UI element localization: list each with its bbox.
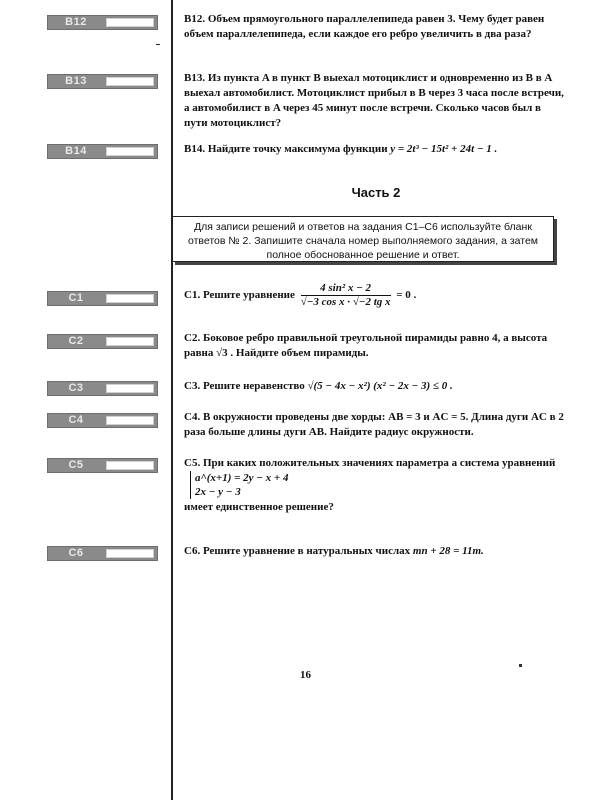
tag-label: В14	[65, 145, 87, 157]
margin-mark	[156, 44, 160, 45]
task-tail: = 0 .	[396, 289, 417, 302]
tag-label: С4	[68, 414, 84, 426]
task-number: С2.	[184, 332, 201, 344]
tag-label: С5	[68, 459, 84, 471]
fraction-numerator: 4 sin² x − 2	[301, 282, 391, 296]
task-c5	[184, 456, 564, 515]
tag-label: С1	[68, 292, 84, 304]
answer-box[interactable]	[106, 549, 154, 558]
task-formula: y = 2t³ − 15t² + 24t − 1 .	[390, 143, 498, 155]
answer-tag-b14	[47, 144, 158, 159]
task-b13	[184, 71, 564, 131]
section-title: Часть 2	[351, 185, 401, 200]
answer-box[interactable]	[106, 294, 154, 303]
answer-tag-c6	[47, 546, 158, 561]
answer-tag-c5	[47, 458, 158, 473]
task-number: В13.	[184, 72, 206, 84]
answer-tag-c3	[47, 381, 158, 396]
task-text: Боковое ребро правильной треугольной пирамиды равно 4, а высота равна √3 . Найдите объем пирамиды.	[184, 332, 548, 359]
tag-label: В13	[65, 75, 87, 87]
answer-box[interactable]	[106, 337, 154, 346]
tag-label: С2	[68, 335, 84, 347]
task-tail: имеет единственное решение?	[184, 501, 334, 513]
task-c6	[184, 544, 564, 559]
tag-label: С3	[68, 382, 84, 394]
answer-box[interactable]	[106, 18, 154, 27]
margin-rule	[171, 0, 173, 800]
task-b12	[184, 12, 564, 42]
answer-box[interactable]	[106, 416, 154, 425]
answer-box[interactable]	[106, 461, 154, 470]
task-text: В окружности проведены две хорды: AB = 3 и AC = 5. Длина дуги AC в 2 раза больше длины дуги AB. Найдите радиус окружности.	[184, 411, 564, 438]
answer-tag-c1	[47, 291, 158, 306]
answer-box[interactable]	[106, 77, 154, 86]
task-number: В14.	[184, 143, 206, 155]
task-formula: mn + 28 = 11m.	[412, 545, 484, 557]
task-c4	[184, 410, 564, 440]
answer-tag-b12	[47, 15, 158, 30]
equation-system	[190, 471, 288, 499]
task-text: Решите уравнение	[202, 289, 295, 302]
task-number: С3.	[184, 380, 201, 392]
task-number: С6.	[184, 545, 201, 557]
answer-tag-b13	[47, 74, 158, 89]
answer-tag-c4	[47, 413, 158, 428]
instruction-box: Для записи решений и ответов на задания С1–С6 используйте бланк ответов № 2. Запишите сначала номер выполняемого задания, а затем полное обоснованное решение и ответ.	[172, 216, 554, 262]
task-c1	[184, 282, 564, 309]
answer-box[interactable]	[106, 384, 154, 393]
task-number: С1.	[184, 289, 201, 302]
system-eq-1: a^(x+1) = 2y − x + 4	[195, 472, 289, 484]
task-c2	[184, 331, 564, 361]
tag-label: В12	[65, 16, 87, 28]
task-b14	[184, 142, 564, 157]
task-c3	[184, 379, 564, 394]
tag-label: С6	[68, 547, 84, 559]
task-text: Объем прямоугольного параллелепипеда равен 3. Чему будет равен объем параллелепипеда, если каждое его ребро увеличить в два раза?	[184, 13, 545, 40]
task-text: Найдите точку максимума функции	[207, 143, 388, 155]
task-number: В12.	[184, 13, 206, 25]
task-number: С5.	[184, 457, 201, 469]
fraction-denominator: √−3 cos x · √−2 tg x	[300, 296, 391, 308]
scan-speck	[519, 664, 522, 667]
task-formula: √(5 − 4x − x²) (x² − 2x − 3) ≤ 0 .	[307, 380, 453, 392]
system-eq-2: 2x − y − 3	[195, 486, 241, 498]
task-text: При каких положительных значениях параметра a система уравнений	[202, 457, 556, 469]
page-number: 16	[300, 669, 311, 681]
answer-tag-c2	[47, 334, 158, 349]
task-text: Решите неравенство	[202, 380, 305, 392]
answer-box[interactable]	[106, 147, 154, 156]
fraction	[301, 282, 391, 309]
task-number: С4.	[184, 411, 201, 423]
task-text: Из пункта A в пункт B выехал мотоциклист и одновременно из B в A выехал автомобилист. Мотоциклист прибыл в B через 3 часа после встречи, а автомобилист в A через 45 минут после встречи. Сколько часов был в пути мотоциклист?	[184, 72, 564, 129]
task-text: Решите уравнение в натуральных числах	[202, 545, 411, 557]
